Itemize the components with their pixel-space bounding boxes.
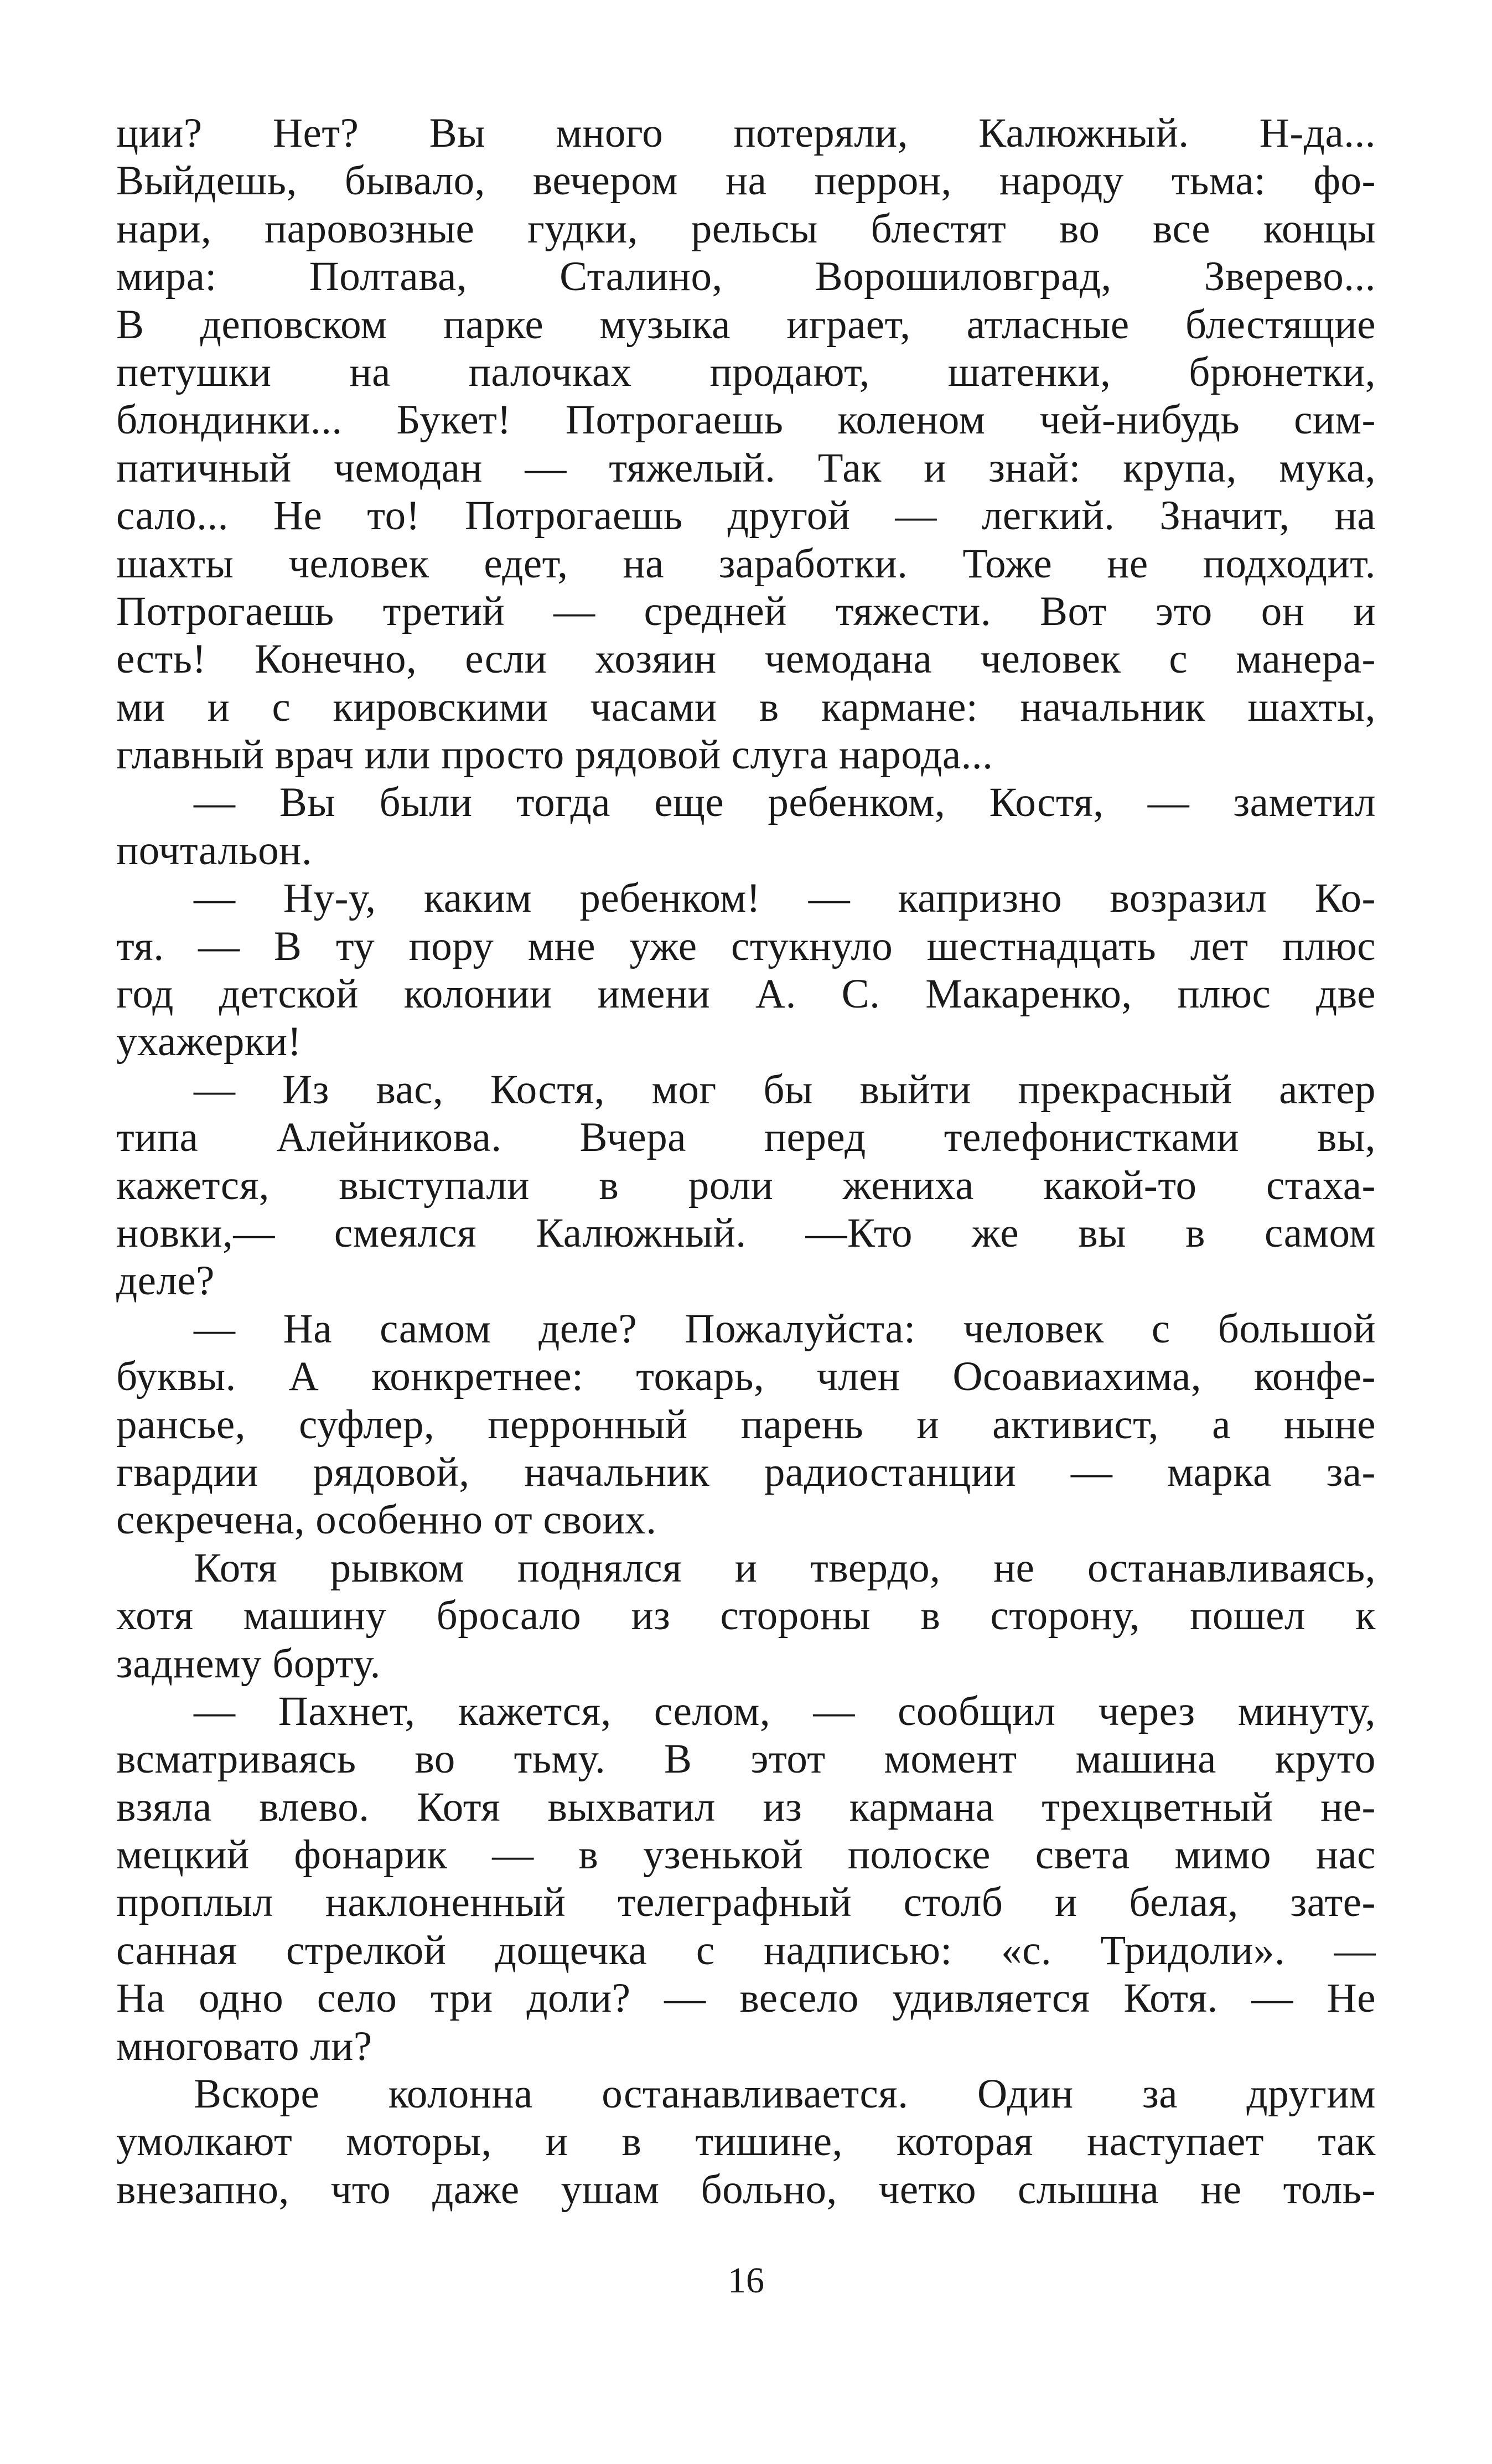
text-line: почтальон. <box>116 827 313 874</box>
text-line: — Ну-у, каким ребенком! — капризно возразил Ко- <box>194 875 1376 922</box>
text-line: Котя рывком поднялся и твердо, не останавливаясь, <box>194 1544 1376 1591</box>
text-line: заднему борту. <box>116 1640 381 1687</box>
text-line: мецкий фонарик — в узенькой полоске света мимо нас <box>116 1832 1376 1878</box>
text-line: Потрогаешь третий — средней тяжести. Вот это он и <box>116 588 1376 634</box>
text-line: Выйдешь, бывало, вечером на перрон, народу тьма: фо- <box>116 158 1376 204</box>
text-line: есть! Конечно, если хозяин чемодана человек с манера- <box>116 636 1376 683</box>
text-line: сало... Не то! Потрогаешь другой — легкий. Значит, на <box>116 493 1376 539</box>
text-line: умолкают моторы, и в тишине, которая наступает так <box>116 2119 1376 2165</box>
text-line: нари, паровозные гудки, рельсы блестят во все концы <box>116 205 1376 252</box>
text-line: новки,— смеялся Калюжный. —Кто же вы в самом <box>116 1210 1376 1256</box>
text-line: главный врач или просто рядовой слуга народа... <box>116 732 993 778</box>
text-line: деле? <box>116 1258 215 1304</box>
text-line: многовато ли? <box>116 2023 372 2069</box>
text-line: блондинки... Букет! Потрогаешь коленом чей-нибудь сим- <box>116 397 1376 443</box>
text-line: ми и с кировскими часами в кармане: начальник шахты, <box>116 684 1376 730</box>
text-line: взяла влево. Котя выхватил из кармана трехцветный не- <box>116 1784 1376 1830</box>
text-line: На одно село три доли? — весело удивляется Котя. — Не <box>116 1975 1376 2022</box>
text-line: ции? Нет? Вы много потеряли, Калюжный. Н-да... <box>116 110 1376 156</box>
text-line: патичный чемодан — тяжелый. Так и знай: крупа, мука, <box>116 445 1376 491</box>
text-line: мира: Полтава, Сталино, Ворошиловград, Зверево... <box>116 254 1376 300</box>
text-line: петушки на палочках продают, шатенки, брюнетки, <box>116 349 1376 395</box>
text-line: секречена, особенно от своих. <box>116 1497 657 1543</box>
text-line: проплыл наклоненный телеграфный столб и белая, зате- <box>116 1879 1376 1926</box>
text-line: шахты человек едет, на заработки. Тоже не подходит. <box>116 540 1376 587</box>
text-line: Вскоре колонна останавливается. Один за другим <box>194 2071 1376 2117</box>
text-line: санная стрелкой дощечка с надписью: «с. Тридоли». — <box>116 1927 1376 1974</box>
text-line: внезапно, что даже ушам больно, четко слышна не толь- <box>116 2166 1376 2213</box>
text-line: — На самом деле? Пожалуйста: человек с большой <box>194 1305 1376 1352</box>
text-line: — Вы были тогда еще ребенком, Костя, — заметил <box>194 779 1376 826</box>
text-line: — Пахнет, кажется, селом, — сообщил через минуту, <box>194 1688 1376 1734</box>
text-line: рансье, суфлер, перронный парень и активист, а ныне <box>116 1401 1376 1448</box>
text-line: — Из вас, Костя, мог бы выйти прекрасный актер <box>194 1066 1376 1113</box>
page-number: 16 <box>728 2260 764 2301</box>
text-line: год детской колонии имени А. С. Макаренко, плюс две <box>116 971 1376 1017</box>
text-line: типа Алейникова. Вчера перед телефонистками вы, <box>116 1114 1376 1161</box>
text-line: тя. — В ту пору мне уже стукнуло шестнадцать лет плюс <box>116 923 1376 969</box>
text-line: ухажерки! <box>116 1019 302 1065</box>
page-text <box>116 110 1376 2214</box>
text-line: всматриваясь во тьму. В этот момент машина круто <box>116 1736 1376 1783</box>
text-line: кажется, выступали в роли жениха какой-то стаха- <box>116 1162 1376 1208</box>
text-line: гвардии рядовой, начальник радиостанции — марка за- <box>116 1449 1376 1495</box>
text-line: хотя машину бросало из стороны в сторону, пошел к <box>116 1593 1376 1639</box>
text-line: В деповском парке музыка играет, атласные блестящие <box>116 301 1376 348</box>
text-line: буквы. А конкретнее: токарь, член Осоавиахима, конфе- <box>116 1354 1376 1400</box>
